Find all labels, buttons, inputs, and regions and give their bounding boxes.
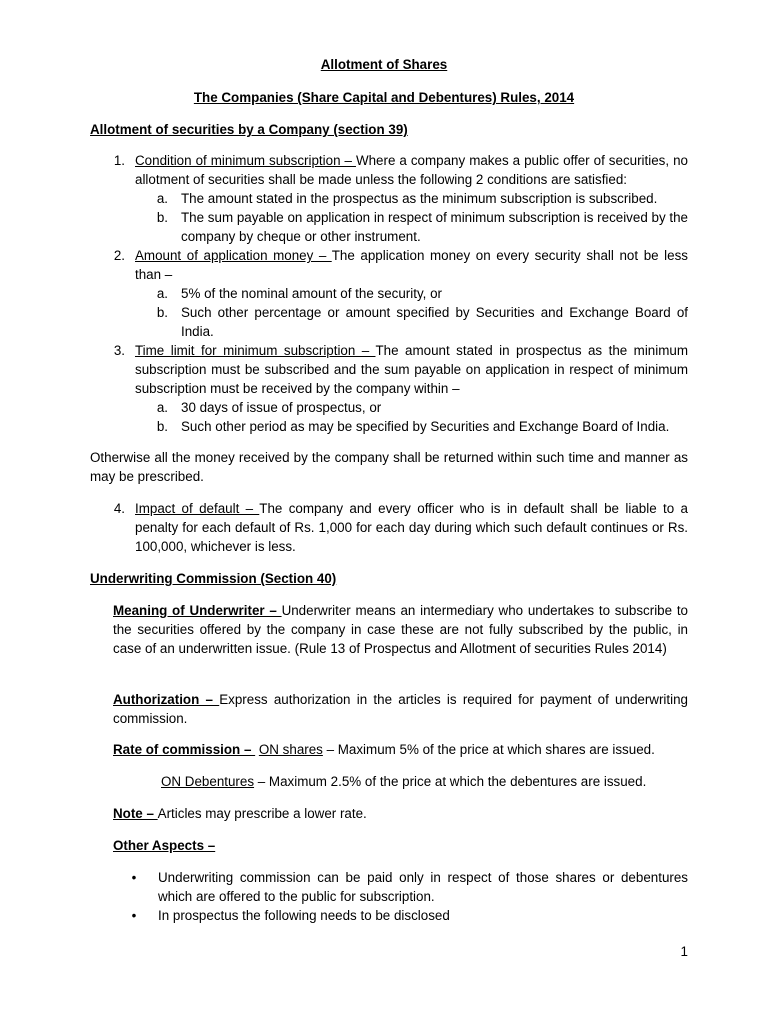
meaning-text: Underwriter means an intermediary who undertakes to subscribe to the securities offered by the company in case these are not fully subscribed by the public, in case of an underwritten issue. (Rule 13 of Prospectus and Allotment of securities Rules 2014)	[113, 603, 688, 656]
item-4-text: The company and every officer who is in default shall be liable to a penalty for each default of Rs. 1,000 for each day during which such default continues or Rs. 100,000, whichever is less.	[135, 501, 688, 554]
item-4-number: 4.	[113, 501, 125, 516]
bullet-2-text: In prospectus the following needs to be disclosed	[158, 908, 450, 923]
meaning-label: Meaning of Underwriter –	[113, 603, 282, 618]
on-debentures-text: – Maximum 2.5% of the price at which the debentures are issued.	[254, 774, 647, 789]
item-3-label: Time limit for minimum subscription –	[135, 343, 376, 358]
section-39-heading: Allotment of securities by a Company (section 39)	[90, 122, 408, 137]
item-1-number: 1.	[113, 153, 125, 168]
item-3b-mark: b.	[156, 419, 168, 434]
item-3-number: 3.	[113, 343, 125, 358]
note-line	[113, 805, 688, 824]
otherwise-paragraph: Otherwise all the money received by the company shall be returned within such time and manner as may be prescribed.	[90, 450, 688, 484]
bullet-1-text: Underwriting commission can be paid only in respect of those shares or debentures which are offered to the public for subscription.	[158, 870, 688, 904]
item-1-text: Where a company makes a public offer of securities, no allotment of securities shall be made unless the following 2 conditions are satisfied:	[135, 153, 688, 187]
bullet-1-mark: •	[131, 870, 137, 885]
other-aspects-heading: Other Aspects –	[113, 838, 216, 853]
item-2b-text: Such other percentage or amount specified by Securities and Exchange Board of India.	[181, 305, 688, 339]
item-2-label: Amount of application money –	[135, 248, 332, 263]
rate-debentures-line	[161, 773, 688, 792]
item-4-label: Impact of default –	[135, 501, 260, 516]
item-1b-text: The sum payable on application in respect of minimum subscription is received by the company by cheque or other instrument.	[181, 210, 688, 244]
item-2-paragraph	[135, 247, 688, 285]
on-debentures-label: ON Debentures	[161, 774, 255, 789]
item-1a-mark: a.	[156, 191, 168, 206]
bullet-2-mark: •	[131, 908, 137, 923]
item-2-text: The application money on every security shall not be less than –	[135, 248, 688, 282]
item-3a-mark: a.	[156, 400, 168, 415]
item-2a-mark: a.	[156, 286, 168, 301]
note-text: Articles may prescribe a lower rate.	[157, 806, 367, 821]
rate-shares-line	[113, 741, 688, 760]
item-2-number: 2.	[113, 248, 125, 263]
authorization-text: Express authorization in the articles is required for payment of underwriting commission.	[113, 692, 688, 726]
item-3-text: The amount stated in prospectus as the minimum subscription must be subscribed and the sum payable on application in respect of minimum subscription must be received by the company within –	[135, 343, 688, 396]
item-2b-mark: b.	[156, 305, 168, 320]
item-1a-text: The amount stated in the prospectus as the minimum subscription is subscribed.	[181, 191, 658, 206]
on-shares-text: – Maximum 5% of the price at which shares are issued.	[322, 742, 655, 757]
item-1-label: Condition of minimum subscription –	[135, 153, 356, 168]
item-1-paragraph	[135, 152, 688, 190]
authorization-paragraph	[113, 691, 688, 729]
item-3b-text: Such other period as may be specified by Securities and Exchange Board of India.	[181, 419, 670, 434]
item-3-paragraph	[135, 342, 688, 398]
rate-label: Rate of commission –	[113, 742, 256, 757]
authorization-label: Authorization –	[113, 692, 220, 707]
item-4-paragraph	[135, 500, 688, 556]
meaning-paragraph	[113, 602, 688, 658]
note-label: Note –	[113, 806, 158, 821]
on-shares-label: ON shares	[258, 742, 323, 757]
section-40-heading: Underwriting Commission (Section 40)	[90, 571, 337, 586]
document-subtitle: The Companies (Share Capital and Debentures) Rules, 2014	[193, 90, 575, 105]
page-number: 1	[680, 944, 688, 959]
document-title: Allotment of Shares	[320, 57, 448, 72]
item-2a-text: 5% of the nominal amount of the security, or	[181, 286, 443, 301]
item-3a-text: 30 days of issue of prospectus, or	[181, 400, 382, 415]
item-1b-mark: b.	[156, 210, 168, 225]
